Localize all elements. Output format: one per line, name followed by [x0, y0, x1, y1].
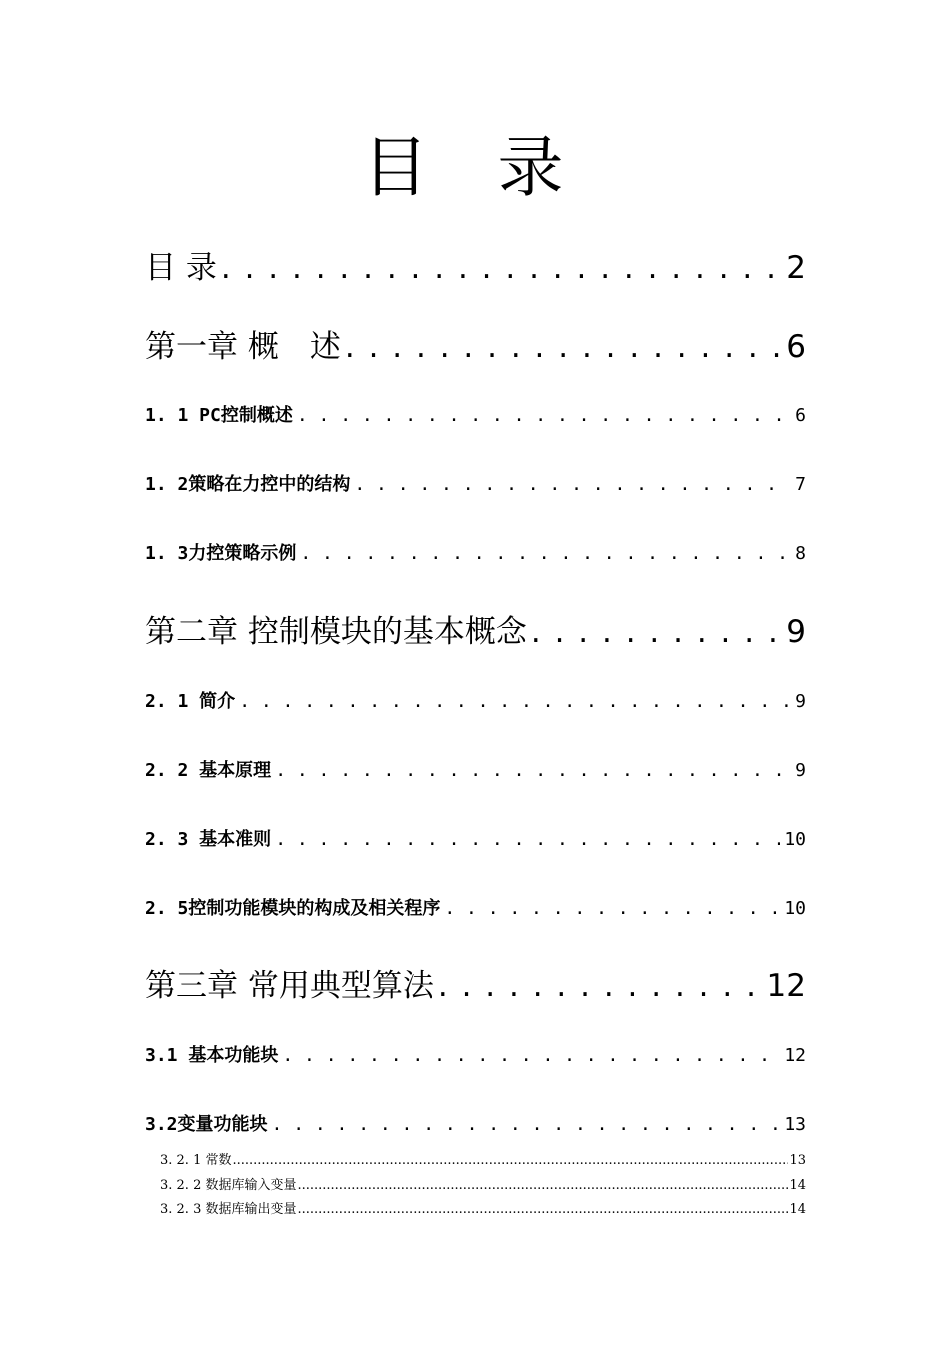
toc-entry-page: 9 [795, 760, 806, 781]
toc-entry[interactable] [145, 966, 806, 1006]
toc-entry-page: 10 [784, 898, 806, 919]
toc-entry-page: 10 [784, 829, 806, 850]
toc-entry-label: 3. 2. 3 数据库输出变量 [160, 1202, 297, 1217]
toc-entry[interactable] [160, 1152, 806, 1170]
page-title: 目 录 [362, 129, 588, 206]
toc-entry-label: 第一章 概 述 [145, 329, 341, 365]
toc-entry[interactable] [145, 472, 806, 498]
toc-entry-page: 9 [795, 691, 806, 712]
toc-entry-label: 3. 2. 2 数据库输入变量 [160, 1178, 297, 1193]
toc-entry-label: 1. 3力控策略示例 [145, 543, 297, 564]
toc-entry-label: 3.1 基本功能块 [145, 1045, 279, 1066]
dot-leader [272, 1112, 781, 1138]
dot-leader [438, 966, 763, 1006]
toc-entry-label: 3. 2. 1 常数 [160, 1153, 232, 1168]
dot-leader [221, 248, 782, 288]
dot-leader [275, 758, 791, 784]
dot-leader [345, 327, 782, 367]
toc-entry-page: 14 [789, 1178, 806, 1193]
toc-entry[interactable] [145, 248, 806, 288]
toc-entry[interactable] [145, 1112, 806, 1138]
toc-entry-page: 6 [786, 329, 806, 365]
toc-entry-page: 2 [786, 250, 806, 286]
toc-entry[interactable] [145, 403, 806, 429]
toc-entry-label: 1. 2策略在力控中的结构 [145, 474, 351, 495]
toc-entry-page: 9 [786, 614, 806, 650]
toc-entry[interactable] [145, 896, 806, 922]
toc-entry-page: 8 [795, 543, 806, 564]
dot-leader [232, 1152, 788, 1170]
toc-entry[interactable] [160, 1201, 806, 1219]
dot-leader [239, 689, 791, 715]
toc-entry-label: 第三章 常用典型算法 [145, 968, 434, 1004]
dot-leader [354, 472, 791, 498]
toc-entry-page: 6 [795, 405, 806, 426]
dot-leader [300, 541, 791, 567]
dot-leader [444, 896, 780, 922]
dot-leader [297, 403, 791, 429]
toc-entry[interactable] [145, 327, 806, 367]
toc-entry[interactable] [145, 827, 806, 853]
toc-entry-page: 12 [766, 968, 806, 1004]
toc-entry[interactable] [145, 1043, 806, 1069]
toc-entry-page: 13 [789, 1153, 806, 1168]
toc-entry-label: 2. 1 简介 [145, 691, 236, 712]
toc-entry[interactable] [145, 612, 806, 652]
toc-entry-page: 14 [789, 1202, 806, 1217]
dot-leader [531, 612, 782, 652]
toc-entry-label: 1. 1 PC控制概述 [145, 405, 293, 426]
toc-entry[interactable] [145, 541, 806, 567]
toc-entry-label: 2. 3 基本准则 [145, 829, 272, 850]
toc-entry-page: 12 [784, 1045, 806, 1066]
toc-entry-label: 2. 5控制功能模块的构成及相关程序 [145, 898, 441, 919]
toc-entry-label: 3.2变量功能块 [145, 1114, 268, 1135]
dot-leader [282, 1043, 780, 1069]
toc-entry-label: 目 录 [145, 250, 217, 286]
toc-entry[interactable] [145, 758, 806, 784]
toc-entry[interactable] [145, 689, 806, 715]
dot-leader [275, 827, 780, 853]
dot-leader [297, 1201, 788, 1219]
toc-entry-label: 第二章 控制模块的基本概念 [145, 614, 527, 650]
toc-entry[interactable] [160, 1177, 806, 1195]
toc-entry-page: 7 [795, 474, 806, 495]
toc-entry-page: 13 [784, 1114, 806, 1135]
dot-leader [297, 1177, 788, 1195]
toc-entry-label: 2. 2 基本原理 [145, 760, 272, 781]
